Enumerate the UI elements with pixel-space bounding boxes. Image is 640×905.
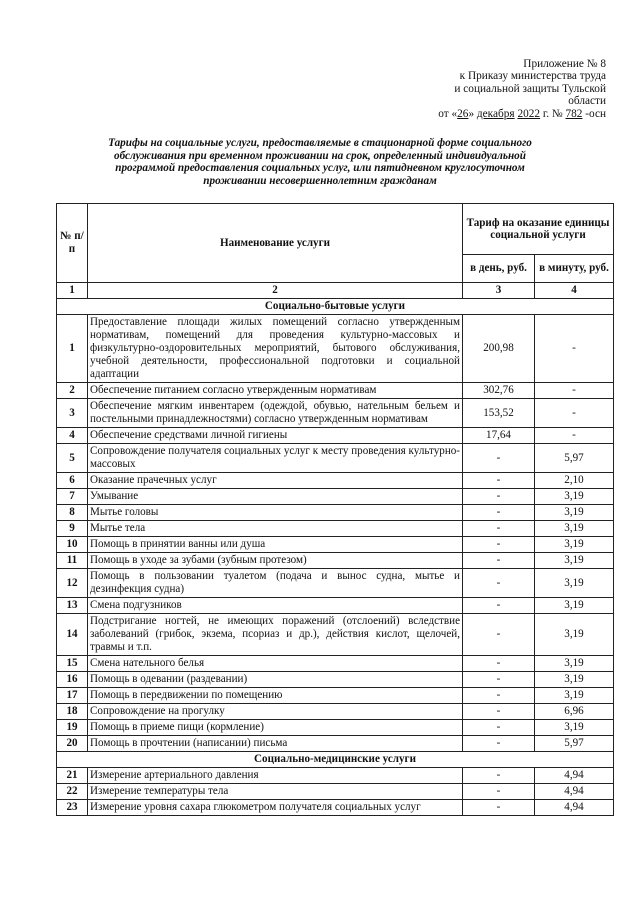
section-title: Социально-медицинские услуги bbox=[57, 752, 614, 768]
tariff-per-minute: 4,94 bbox=[535, 768, 614, 784]
tariff-per-minute: 4,94 bbox=[535, 800, 614, 816]
row-number: 7 bbox=[57, 489, 88, 505]
tariff-per-day: - bbox=[463, 473, 535, 489]
tariff-per-minute: 3,19 bbox=[535, 505, 614, 521]
tariff-per-minute: 4,94 bbox=[535, 784, 614, 800]
tariff-per-day: - bbox=[463, 489, 535, 505]
row-number: 1 bbox=[57, 315, 88, 383]
row-number: 10 bbox=[57, 537, 88, 553]
column-number: 3 bbox=[463, 283, 535, 299]
table-row bbox=[57, 800, 614, 816]
service-name: Предоставление площади жилых помещений согласно утвержденным нормативам, помещений для проведения культурно-массовых и физкультурно-оздоровительных мероприятий, бытового обслуживания, учебной деятельности, профессиональной подготовки и социальной адаптации bbox=[88, 315, 463, 383]
row-number: 21 bbox=[57, 768, 88, 784]
table-row bbox=[57, 736, 614, 752]
tariff-per-day: - bbox=[463, 444, 535, 473]
tariff-per-day: 200,98 bbox=[463, 315, 535, 383]
tariff-per-minute: 3,19 bbox=[535, 569, 614, 598]
tariff-per-day: - bbox=[463, 553, 535, 569]
service-name: Подстригание ногтей, не имеющих поражений (отслоений) вследствие заболеваний (грибок, экзема, псориаз и др.), действия кислот, щелочей, травмы и т.п. bbox=[88, 614, 463, 656]
service-name: Оказание прачечных услуг bbox=[88, 473, 463, 489]
table-row bbox=[57, 553, 614, 569]
table-body bbox=[57, 283, 614, 816]
row-number: 5 bbox=[57, 444, 88, 473]
tariff-per-minute: - bbox=[535, 399, 614, 428]
tariff-per-day: - bbox=[463, 688, 535, 704]
tariff-per-day: - bbox=[463, 800, 535, 816]
region-line: области bbox=[568, 95, 606, 108]
table-row bbox=[57, 688, 614, 704]
tariff-per-minute: 6,96 bbox=[535, 704, 614, 720]
tariff-per-minute: 3,19 bbox=[535, 553, 614, 569]
tariff-per-minute: - bbox=[535, 383, 614, 399]
table-row bbox=[57, 768, 614, 784]
service-name: Обеспечение питанием согласно утвержденным нормативам bbox=[88, 383, 463, 399]
service-name: Смена подгузников bbox=[88, 598, 463, 614]
row-number: 4 bbox=[57, 428, 88, 444]
column-number: 2 bbox=[88, 283, 463, 299]
table-row bbox=[57, 444, 614, 473]
table-row bbox=[57, 521, 614, 537]
service-name: Измерение температуры тела bbox=[88, 784, 463, 800]
tariff-per-minute: 2,10 bbox=[535, 473, 614, 489]
service-name: Обеспечение мягким инвентарем (одеждой, обувью, нательным бельем и постельными принадлежностями) согласно утвержденным нормативам bbox=[88, 399, 463, 428]
service-name: Помощь в приеме пищи (кормление) bbox=[88, 720, 463, 736]
column-numbers-row bbox=[57, 283, 614, 299]
service-name: Мытье головы bbox=[88, 505, 463, 521]
header-service-name: Наименование услуги bbox=[88, 204, 463, 283]
section-header-row bbox=[57, 299, 614, 315]
row-number: 20 bbox=[57, 736, 88, 752]
tariff-per-minute: 3,19 bbox=[535, 688, 614, 704]
service-name: Сопровождение получателя социальных услуг к месту проведения культурно-массовых bbox=[88, 444, 463, 473]
row-number: 22 bbox=[57, 784, 88, 800]
row-number: 23 bbox=[57, 800, 88, 816]
table-row bbox=[57, 537, 614, 553]
column-number: 4 bbox=[535, 283, 614, 299]
tariff-per-day: - bbox=[463, 521, 535, 537]
service-name: Смена нательного белья bbox=[88, 656, 463, 672]
row-number: 17 bbox=[57, 688, 88, 704]
tariff-per-minute: - bbox=[535, 315, 614, 383]
row-number: 14 bbox=[57, 614, 88, 656]
section-header-row bbox=[57, 752, 614, 768]
table-row bbox=[57, 672, 614, 688]
title-line: проживании несовершеннолетним гражданам bbox=[203, 174, 437, 187]
service-name: Обеспечение средствами личной гигиены bbox=[88, 428, 463, 444]
row-number: 12 bbox=[57, 569, 88, 598]
table-row bbox=[57, 598, 614, 614]
row-number: 8 bbox=[57, 505, 88, 521]
service-name: Умывание bbox=[88, 489, 463, 505]
table-row bbox=[57, 473, 614, 489]
header-tariff: Тариф на оказание единицы социальной услуги bbox=[463, 204, 614, 255]
tariff-per-minute: 3,19 bbox=[535, 537, 614, 553]
table-row bbox=[57, 489, 614, 505]
order-date-line: от «26» декабря 2022 г. № 782 -осн bbox=[438, 107, 606, 120]
tariff-per-minute: 3,19 bbox=[535, 489, 614, 505]
tariff-per-day: - bbox=[463, 672, 535, 688]
table-row bbox=[57, 656, 614, 672]
tariff-per-day: - bbox=[463, 614, 535, 656]
tariff-per-day: - bbox=[463, 569, 535, 598]
table-row bbox=[57, 505, 614, 521]
title-line: программой предоставления социальных услуг, или пятидневном круглосуточном bbox=[115, 162, 525, 175]
ministry-line: и социальной защиты Тульской bbox=[454, 82, 606, 95]
tariff-per-day: - bbox=[463, 704, 535, 720]
order-number: 782 bbox=[565, 107, 583, 120]
document-title bbox=[70, 137, 570, 187]
service-name: Помощь в принятии ванны или душа bbox=[88, 537, 463, 553]
title-line: обслуживания при временном проживании на срок, определенный индивидуальной bbox=[114, 149, 526, 162]
tariff-per-minute: 5,97 bbox=[535, 736, 614, 752]
tariff-per-day: - bbox=[463, 736, 535, 752]
tariff-per-minute: 3,19 bbox=[535, 614, 614, 656]
table-row bbox=[57, 614, 614, 656]
row-number: 6 bbox=[57, 473, 88, 489]
service-name: Помощь в одевании (раздевании) bbox=[88, 672, 463, 688]
tariff-per-day: - bbox=[463, 720, 535, 736]
row-number: 2 bbox=[57, 383, 88, 399]
document-header bbox=[366, 58, 606, 120]
order-month: декабря bbox=[476, 107, 515, 120]
tariffs-table bbox=[56, 203, 614, 816]
table-row bbox=[57, 704, 614, 720]
tariff-per-day: - bbox=[463, 656, 535, 672]
row-number: 15 bbox=[57, 656, 88, 672]
row-number: 16 bbox=[57, 672, 88, 688]
tariff-per-minute: 3,19 bbox=[535, 672, 614, 688]
row-number: 19 bbox=[57, 720, 88, 736]
row-number: 3 bbox=[57, 399, 88, 428]
service-name: Помощь в передвижении по помещению bbox=[88, 688, 463, 704]
tariff-per-minute: 3,19 bbox=[535, 656, 614, 672]
table-row bbox=[57, 784, 614, 800]
header-per-minute: в минуту, руб. bbox=[535, 255, 614, 283]
tariff-per-day: - bbox=[463, 537, 535, 553]
tariff-per-minute: - bbox=[535, 428, 614, 444]
header-per-day: в день, руб. bbox=[463, 255, 535, 283]
service-name: Помощь в пользовании туалетом (подача и вынос судна, мытье и дезинфекция судна) bbox=[88, 569, 463, 598]
appendix-number: Приложение № 8 bbox=[523, 58, 606, 70]
table-row bbox=[57, 428, 614, 444]
service-name: Помощь в уходе за зубами (зубным протезом) bbox=[88, 553, 463, 569]
tariff-per-day: - bbox=[463, 598, 535, 614]
tariff-per-day: 153,52 bbox=[463, 399, 535, 428]
tariff-per-minute: 3,19 bbox=[535, 521, 614, 537]
table-row bbox=[57, 569, 614, 598]
row-number: 11 bbox=[57, 553, 88, 569]
tariff-per-day: - bbox=[463, 784, 535, 800]
tariff-per-day: - bbox=[463, 768, 535, 784]
table-row bbox=[57, 315, 614, 383]
row-number: 13 bbox=[57, 598, 88, 614]
service-name: Измерение артериального давления bbox=[88, 768, 463, 784]
service-name: Сопровождение на прогулку bbox=[88, 704, 463, 720]
column-number: 1 bbox=[57, 283, 88, 299]
table-row bbox=[57, 720, 614, 736]
order-year: 2022 bbox=[517, 107, 541, 120]
order-day: 26 bbox=[457, 107, 469, 120]
table-row bbox=[57, 399, 614, 428]
row-number: 9 bbox=[57, 521, 88, 537]
section-title: Социально-бытовые услуги bbox=[57, 299, 614, 315]
service-name: Мытье тела bbox=[88, 521, 463, 537]
service-name: Измерение уровня сахара глюкометром получателя социальных услуг bbox=[88, 800, 463, 816]
order-reference-line: к Приказу министерства труда bbox=[459, 70, 606, 83]
service-name: Помощь в прочтении (написании) письма bbox=[88, 736, 463, 752]
header-number: № п/п bbox=[57, 204, 88, 283]
tariff-per-minute: 3,19 bbox=[535, 598, 614, 614]
title-line: Тарифы на социальные услуги, предоставляемые в стационарной форме социального bbox=[108, 137, 532, 149]
tariff-per-minute: 3,19 bbox=[535, 720, 614, 736]
tariff-per-minute: 5,97 bbox=[535, 444, 614, 473]
table-row bbox=[57, 383, 614, 399]
tariff-per-day: 302,76 bbox=[463, 383, 535, 399]
row-number: 18 bbox=[57, 704, 88, 720]
tariff-per-day: 17,64 bbox=[463, 428, 535, 444]
tariff-per-day: - bbox=[463, 505, 535, 521]
